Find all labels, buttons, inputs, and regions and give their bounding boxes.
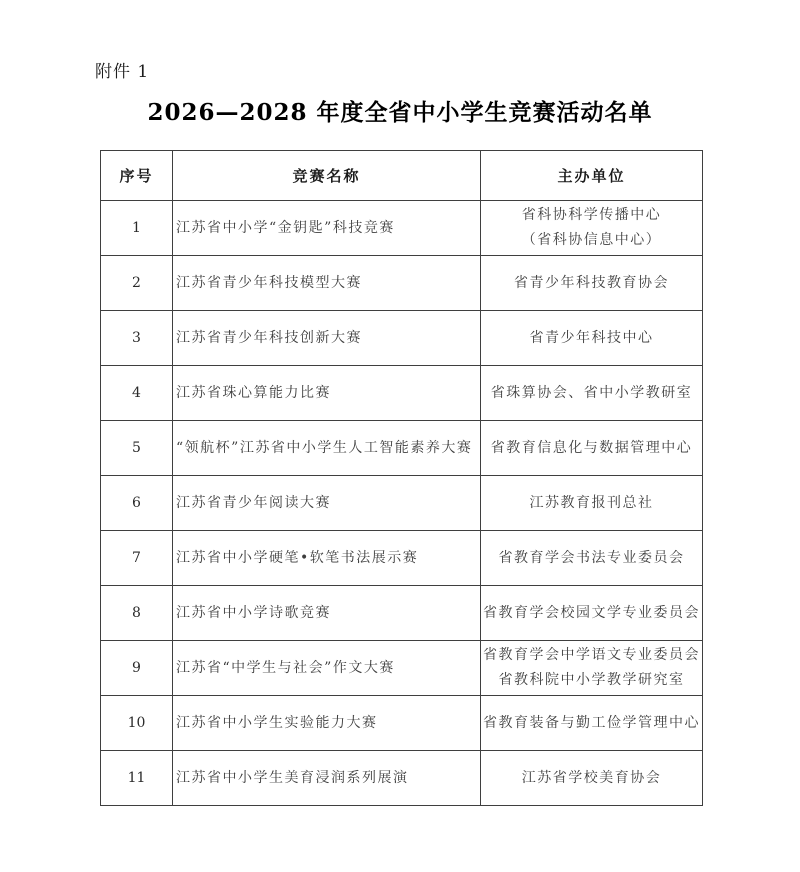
cell-competition-name: 江苏省中小学诗歌竞赛 xyxy=(173,586,481,641)
organizer-line: 江苏省学校美育协会 xyxy=(521,769,662,786)
table-row xyxy=(101,531,703,586)
cell-organizer xyxy=(481,311,703,366)
cell-index: 7 xyxy=(101,531,173,586)
cell-index: 10 xyxy=(101,696,173,751)
cell-competition-name: 江苏省中小学生美育浸润系列展演 xyxy=(173,751,481,806)
col-header-index: 序号 xyxy=(101,151,173,201)
table-row xyxy=(101,751,703,806)
table-row xyxy=(101,421,703,476)
cell-organizer xyxy=(481,476,703,531)
cell-organizer xyxy=(481,366,703,421)
cell-organizer xyxy=(481,641,703,696)
header-row xyxy=(101,151,703,201)
cell-competition-name: 江苏省青少年阅读大赛 xyxy=(173,476,481,531)
organizer-line: 省教育信息化与数据管理中心 xyxy=(490,439,693,456)
competitions-table xyxy=(100,150,703,806)
cell-organizer xyxy=(481,256,703,311)
cell-index: 8 xyxy=(101,586,173,641)
cell-organizer xyxy=(481,696,703,751)
table-row xyxy=(101,641,703,696)
cell-competition-name: 江苏省中小学硬笔•软笔书法展示赛 xyxy=(173,531,481,586)
cell-competition-name: 江苏省中小学生实验能力大赛 xyxy=(173,696,481,751)
table-row xyxy=(101,476,703,531)
cell-index: 1 xyxy=(101,201,173,256)
cell-organizer xyxy=(481,421,703,476)
cell-index: 2 xyxy=(101,256,173,311)
cell-competition-name: 江苏省珠心算能力比赛 xyxy=(173,366,481,421)
cell-index: 5 xyxy=(101,421,173,476)
organizer-line: 省教育学会书法专业委员会 xyxy=(498,549,685,566)
table-row xyxy=(101,256,703,311)
cell-competition-name: 江苏省青少年科技创新大赛 xyxy=(173,311,481,366)
cell-index: 4 xyxy=(101,366,173,421)
document-title: 2026—2028 年度全省中小学生竞赛活动名单 xyxy=(147,99,653,126)
col-header-organizer: 主办单位 xyxy=(481,151,703,201)
organizer-line: 省青少年科技教育协会 xyxy=(514,274,669,291)
table-body xyxy=(101,201,703,806)
cell-index: 6 xyxy=(101,476,173,531)
cell-competition-name: 江苏省“中学生与社会”作文大赛 xyxy=(173,641,481,696)
organizer-line: 江苏教育报刊总社 xyxy=(529,494,654,511)
table-row xyxy=(101,586,703,641)
cell-organizer xyxy=(481,531,703,586)
table-row xyxy=(101,201,703,256)
cell-organizer xyxy=(481,201,703,256)
organizer-line: 省科协科学传播中心 xyxy=(521,207,662,223)
cell-competition-name: “领航杯”江苏省中小学生人工智能素养大赛 xyxy=(173,421,481,476)
table-row xyxy=(101,311,703,366)
cell-competition-name: 江苏省中小学“金钥匙”科技竞赛 xyxy=(173,201,481,256)
organizer-line: 省教育学会中学语文专业委员会 xyxy=(483,647,700,663)
table-row xyxy=(101,366,703,421)
organizer-line: 省教科院中小学教学研究室 xyxy=(498,672,685,688)
cell-index: 9 xyxy=(101,641,173,696)
organizer-line: 省青少年科技中心 xyxy=(529,329,654,346)
col-header-competition-name: 竞赛名称 xyxy=(173,151,481,201)
table-row xyxy=(101,696,703,751)
organizer-line: 省珠算协会、省中小学教研室 xyxy=(490,384,693,401)
cell-organizer xyxy=(481,751,703,806)
organizer-line: （省科协信息中心） xyxy=(521,232,662,248)
organizer-line: 省教育学会校园文学专业委员会 xyxy=(483,604,700,621)
cell-index: 3 xyxy=(101,311,173,366)
cell-competition-name: 江苏省青少年科技模型大赛 xyxy=(173,256,481,311)
attachment-label: 附件 1 xyxy=(95,62,150,82)
table-header xyxy=(101,151,703,201)
cell-organizer xyxy=(481,586,703,641)
cell-index: 11 xyxy=(101,751,173,806)
organizer-line: 省教育装备与勤工俭学管理中心 xyxy=(483,714,700,731)
